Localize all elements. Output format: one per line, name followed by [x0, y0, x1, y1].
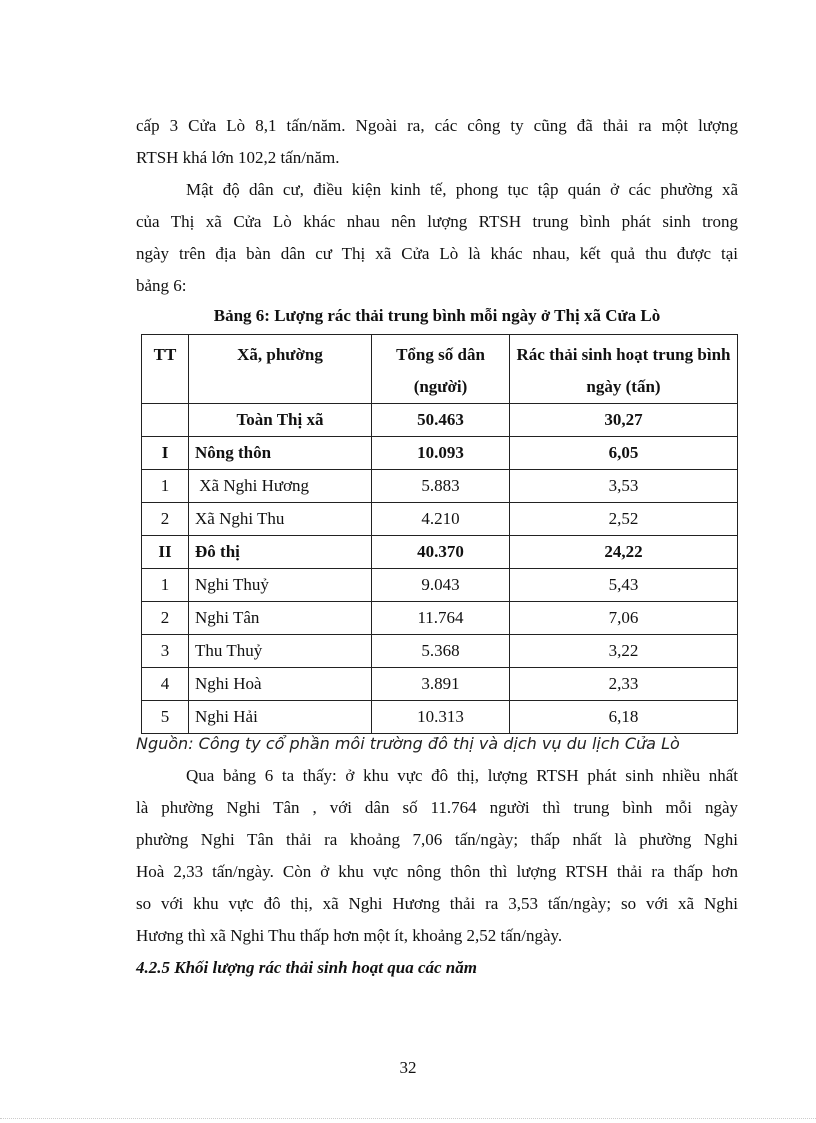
cell-waste: 30,27 [510, 404, 738, 437]
cell-population: 10.093 [372, 437, 510, 470]
cell-population: 5.883 [372, 470, 510, 503]
cell-name: Nghi Hoà [189, 668, 372, 701]
paragraph-line: Mật độ dân cư, điều kiện kinh tế, phong tục tập quán ở các phường xã [186, 180, 738, 199]
cell-name: Xã Nghi Thu [189, 503, 372, 536]
paragraph-line: phường Nghi Tân thải ra khoảng 7,06 tấn/ngày; thấp nhất là phường Nghi [136, 830, 738, 849]
table-row [142, 503, 738, 536]
paragraph-line: RTSH khá lớn 102,2 tấn/năm. [136, 148, 340, 167]
cell-population: 11.764 [372, 602, 510, 635]
cell-tt: II [142, 536, 189, 569]
paragraph-line: Qua bảng 6 ta thấy: ở khu vực đô thị, lượng RTSH phát sinh nhiều nhất [186, 766, 738, 785]
header-tt: TT [142, 335, 189, 404]
cell-tt: 2 [142, 602, 189, 635]
table-row [142, 437, 738, 470]
page-number: 32 [399, 1058, 417, 1077]
table-row [142, 602, 738, 635]
table-row [142, 635, 738, 668]
table-caption: Bảng 6: Lượng rác thải trung bình mỗi ngày ở Thị xã Cửa Lò [213, 306, 661, 325]
paragraph-1 [136, 110, 738, 174]
paragraph-line: của Thị xã Cửa Lò khác nhau nên lượng RTSH trung bình phát sinh trong [136, 212, 738, 231]
waste-table [141, 334, 738, 734]
cell-waste: 3,53 [510, 470, 738, 503]
cell-population: 40.370 [372, 536, 510, 569]
cell-tt: 1 [142, 569, 189, 602]
paragraph-line: Hương thì xã Nghi Thu thấp hơn một ít, khoảng 2,52 tấn/ngày. [136, 926, 563, 945]
cell-waste: 24,22 [510, 536, 738, 569]
cell-waste: 6,05 [510, 437, 738, 470]
paragraph-line: Hoà 2,33 tấn/ngày. Còn ở khu vực nông thôn thì lượng RTSH thải ra thấp hơn [136, 862, 738, 881]
cell-tt: 1 [142, 470, 189, 503]
table-header-row [142, 335, 738, 404]
cell-waste: 5,43 [510, 569, 738, 602]
paragraph-2 [136, 174, 738, 302]
paragraph-3 [136, 760, 738, 952]
cell-name: Xã Nghi Hương [189, 470, 372, 503]
paragraph-line: ngày trên địa bàn dân cư Thị xã Cửa Lò là khác nhau, kết quả thu được tại [136, 244, 738, 263]
cell-population: 9.043 [372, 569, 510, 602]
page-bottom-rule [0, 1118, 816, 1119]
cell-name: Nghi Hải [189, 701, 372, 734]
cell-tt: 2 [142, 503, 189, 536]
paragraph-line: là phường Nghi Tân , với dân số 11.764 người thì trung bình mỗi ngày [136, 798, 738, 817]
table-row [142, 569, 738, 602]
cell-waste: 3,22 [510, 635, 738, 668]
table-row [142, 668, 738, 701]
header-waste: Rác thải sinh hoạt trung bình ngày (tấn) [510, 335, 738, 404]
header-name: Xã, phường [189, 335, 372, 404]
cell-name: Nghi Tân [189, 602, 372, 635]
cell-waste: 2,33 [510, 668, 738, 701]
cell-waste: 2,52 [510, 503, 738, 536]
cell-name: Nghi Thuỷ [189, 569, 372, 602]
cell-population: 3.891 [372, 668, 510, 701]
cell-name: Thu Thuỷ [189, 635, 372, 668]
header-population: Tổng số dân (người) [372, 335, 510, 404]
cell-waste: 6,18 [510, 701, 738, 734]
paragraph-line: cấp 3 Cửa Lò 8,1 tấn/năm. Ngoài ra, các công ty cũng đã thải ra một lượng [136, 116, 738, 135]
table-row [142, 701, 738, 734]
cell-tt: 3 [142, 635, 189, 668]
cell-population: 4.210 [372, 503, 510, 536]
cell-population: 5.368 [372, 635, 510, 668]
cell-tt [142, 404, 189, 437]
cell-name: Đô thị [189, 536, 372, 569]
cell-population: 10.313 [372, 701, 510, 734]
cell-tt: 5 [142, 701, 189, 734]
cell-name: Toàn Thị xã [189, 404, 372, 437]
cell-tt: I [142, 437, 189, 470]
cell-tt: 4 [142, 668, 189, 701]
table-row [142, 536, 738, 569]
cell-waste: 7,06 [510, 602, 738, 635]
table-body [142, 404, 738, 734]
cell-name: Nông thôn [189, 437, 372, 470]
table-source: Nguồn: Công ty cổ phần môi trường đô thị và dịch vụ du lịch Cửa Lò [136, 734, 680, 753]
paragraph-line: so với khu vực đô thị, xã Nghi Hương thải ra 3,53 tấn/ngày; so với xã Nghi [136, 894, 738, 913]
section-heading: 4.2.5 Khối lượng rác thải sinh hoạt qua các năm [136, 958, 477, 977]
paragraph-line: bảng 6: [136, 276, 187, 295]
table-row [142, 404, 738, 437]
cell-population: 50.463 [372, 404, 510, 437]
table-row [142, 470, 738, 503]
